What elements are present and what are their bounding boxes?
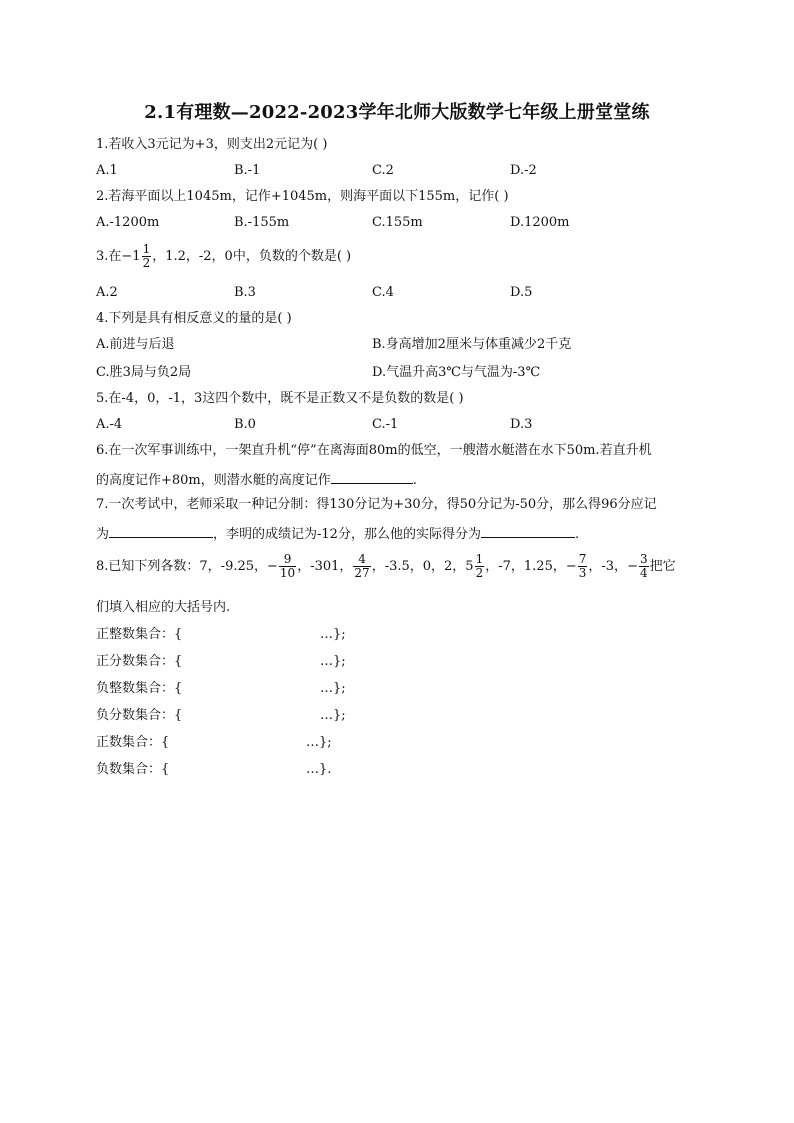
q1-option-b: B.-1 <box>234 163 261 178</box>
q8-minus-1: − <box>267 559 278 574</box>
q8-fraction-3-den: 2 <box>475 566 484 580</box>
q8-fraction-4-num: 7 <box>578 552 587 566</box>
set-positive-integers-label: 正整数集合：{ <box>96 627 183 642</box>
set-positive-fractions-end: …}; <box>320 654 346 669</box>
question-1-stem: 1.若收入3元记为+3，则支出2元记为( ) <box>96 137 328 152</box>
q5-option-a: A.-4 <box>96 417 123 432</box>
q8-fraction-2 <box>353 553 370 580</box>
q1-option-c: C.2 <box>372 163 394 178</box>
q2-option-c: C.155m <box>372 215 423 230</box>
q3-option-b: B.3 <box>234 285 256 300</box>
q3-option-d: D.5 <box>510 285 533 300</box>
set-negative-integers-end: …}; <box>320 681 346 696</box>
q1-option-d: D.-2 <box>510 163 537 178</box>
q7-answer-blank-2 <box>481 523 575 538</box>
question-3-stem <box>96 243 351 271</box>
q3-fraction-den: 2 <box>142 256 151 270</box>
q3-option-a: A.2 <box>96 285 118 300</box>
q8-mid-3: ，-7，1.25， <box>485 559 566 574</box>
q3-fraction-num: 1 <box>142 242 151 256</box>
question-8-line-1 <box>96 552 676 582</box>
q8-fraction-3 <box>475 553 485 580</box>
q4-option-c: C.胜3局与负2局 <box>96 365 192 380</box>
set-positive-numbers-end: …}; <box>306 735 332 750</box>
question-6-line-1: 6.在一次军事训练中，一架直升机“停”在离海面80m的低空，一艘潜水艇潜在水下50m.若直升机 <box>96 443 652 458</box>
q7-answer-blank-1 <box>109 523 213 538</box>
q3-suffix: ，1.2，-2，0中，负数的个数是( ) <box>152 249 352 264</box>
q4-option-d: D.气温升高3℃与气温为-3℃ <box>372 365 541 380</box>
question-8-line-2: 们填入相应的大括号内. <box>96 600 231 615</box>
q8-fraction-5 <box>639 553 649 580</box>
q8-fraction-1 <box>279 553 296 580</box>
q6-text: 的高度记作+80m，则潜水艇的高度记作 <box>96 473 331 488</box>
q8-fraction-1-num: 9 <box>279 553 296 567</box>
q2-option-b: B.-155m <box>234 215 290 230</box>
q4-option-a: A.前进与后退 <box>96 337 175 352</box>
q2-option-d: D.1200m <box>510 215 570 230</box>
q7-text-b: ，李明的成绩记为-12分，那么他的实际得分为 <box>213 527 481 542</box>
q1-option-a: A.1 <box>96 163 118 178</box>
question-7-line-2 <box>96 523 579 544</box>
set-positive-fractions-label: 正分数集合：{ <box>96 654 183 669</box>
set-positive-integers-end: …}; <box>320 627 346 642</box>
q6-answer-blank <box>331 469 413 484</box>
q8-mid-2: ，-3.5，0，2，5 <box>371 559 474 574</box>
q8-minus-4: − <box>565 559 577 574</box>
question-4-stem: 4.下列是具有相反意义的量的是( ) <box>96 311 292 326</box>
q8-fraction-5-den: 4 <box>639 566 648 580</box>
q8-fraction-2-den: 27 <box>354 566 370 580</box>
q3-mixed-sign: −1 <box>121 249 141 264</box>
q2-option-a: A.-1200m <box>96 215 160 230</box>
q5-option-c: C.-1 <box>372 417 399 432</box>
q3-fraction <box>142 243 152 270</box>
q6-period: . <box>412 473 417 488</box>
q8-fraction-4-den: 3 <box>578 566 587 580</box>
set-negative-integers-label: 负整数集合：{ <box>96 681 183 696</box>
q8-fraction-1-den: 10 <box>279 566 296 580</box>
question-7-line-1: 7.一次考试中，老师采取一种记分制：得130分记为+30分，得50分记为-50分，那么得96分应记 <box>96 497 657 512</box>
set-positive-numbers-label: 正数集合：{ <box>96 735 170 750</box>
set-negative-fractions-label: 负分数集合：{ <box>96 708 183 723</box>
q8-fraction-5-num: 3 <box>639 552 648 566</box>
page-title: 2.1有理数—2022-2023学年北师大版数学七年级上册堂堂练 <box>144 102 650 123</box>
q8-fraction-2-num: 4 <box>353 553 370 567</box>
q8-fraction-3-num: 1 <box>475 552 484 566</box>
question-6-line-2 <box>96 469 417 490</box>
q8-fraction-4 <box>578 553 588 580</box>
q3-option-c: C.4 <box>372 285 394 300</box>
question-2-stem: 2.若海平面以上1045m，记作+1045m，则海平面以下155m，记作( ) <box>96 189 509 204</box>
q5-option-d: D.3 <box>510 417 533 432</box>
q8-mid-1: ，-301， <box>297 559 353 574</box>
q5-option-b: B.0 <box>234 417 256 432</box>
set-negative-numbers-end: …}. <box>306 762 332 777</box>
q3-prefix: 3.在 <box>96 249 122 264</box>
q8-minus-5: − <box>627 559 638 574</box>
set-negative-numbers-label: 负数集合：{ <box>96 762 170 777</box>
question-5-stem: 5.在-4，0，-1，3这四个数中，既不是正数又不是负数的数是( ) <box>96 391 464 406</box>
q7-text-a: 为 <box>96 527 110 542</box>
q7-period: . <box>574 527 580 542</box>
q8-mid-4: ，-3， <box>588 559 628 574</box>
q8-suffix: 把它 <box>649 559 676 574</box>
q8-prefix: 8.已知下列各数：7，-9.25， <box>96 559 268 574</box>
set-negative-fractions-end: …}; <box>320 708 346 723</box>
q4-option-b: B.身高增加2厘米与体重减少2千克 <box>372 337 572 352</box>
